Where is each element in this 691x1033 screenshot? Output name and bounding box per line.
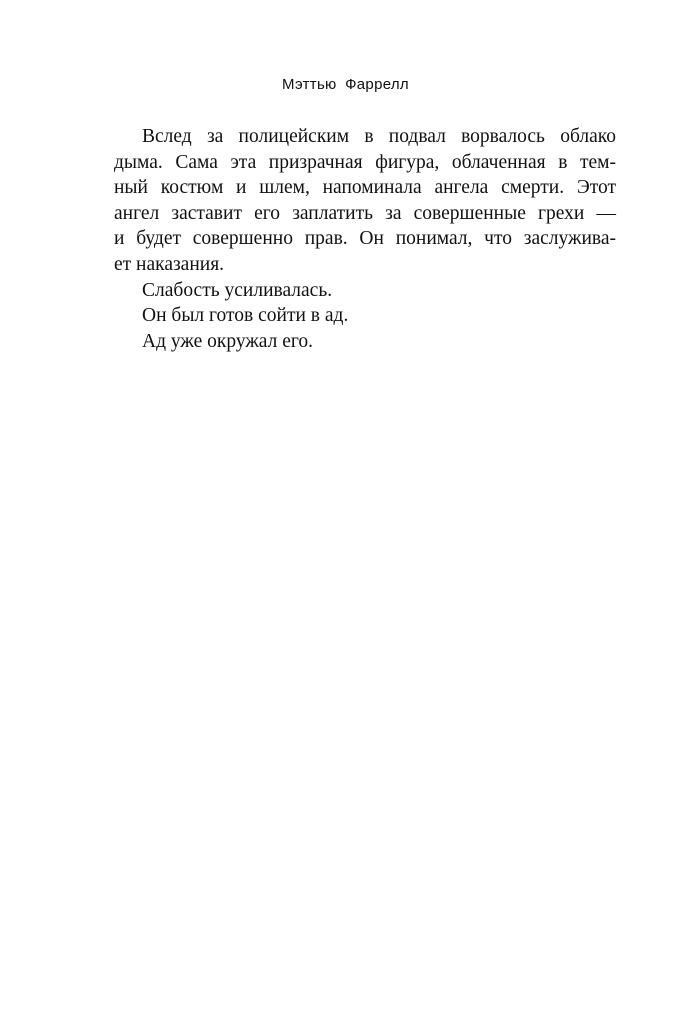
paragraph-2: Слабость усиливалась. — [142, 279, 333, 301]
paragraph-4: Ад уже окружал его. — [142, 330, 314, 352]
paragraph-1-line: ангел заставит его заплатить за совершенные грехи — — [114, 202, 616, 224]
paragraph-3: Он был готов сойти в ад. — [142, 305, 349, 327]
paragraph-1-line: и будет совершенно прав. Он понимал, что заслужива- — [114, 228, 616, 250]
paragraph-1-line: ет наказания. — [114, 253, 225, 275]
running-head-author: Мэттью Фаррелл — [282, 76, 409, 93]
paragraph-1-line: ный костюм и шлем, напоминала ангела смерти. Этот — [114, 177, 616, 199]
paragraph-1 — [114, 124, 616, 278]
paragraph-1-line: дыма. Сама эта призрачная фигура, облаченная в тем- — [114, 151, 616, 173]
paragraph-1-line: Вслед за полицейским в подвал ворвалось облако — [142, 126, 616, 147]
body-text — [114, 124, 616, 354]
